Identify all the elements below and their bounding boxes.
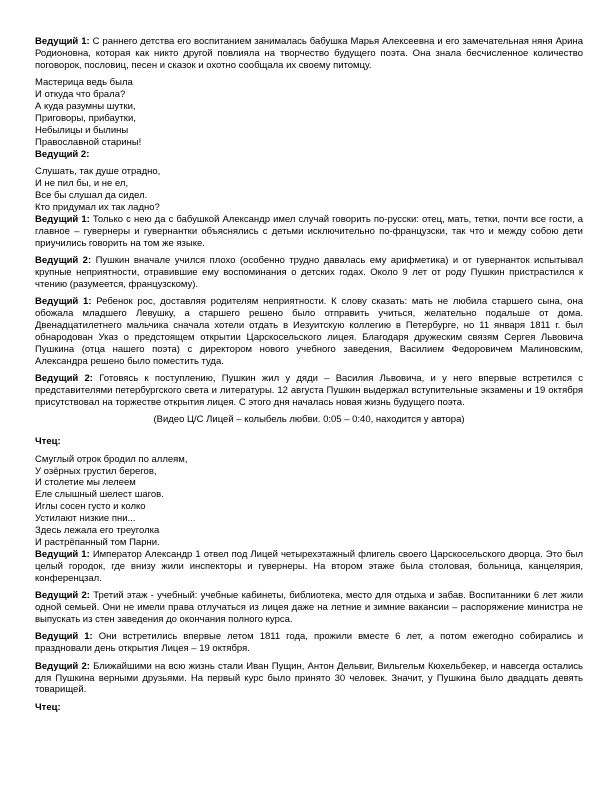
speaker-label: Ведущий 2: bbox=[35, 660, 90, 672]
poem-stanza bbox=[35, 454, 583, 549]
poem-line: А куда разумны шутки, bbox=[35, 101, 136, 113]
paragraph-text: С раннего детства его воспитанием занималась бабушка Марья Алексеевна и его замечательная няня Арина Родионовна, которая как никто другой повлияла на творчество будущего поэта. Она знала бесчисленное количество поговорок, пословиц, песен и сказок и охотно сообщала их своему питомцу. bbox=[35, 36, 584, 71]
speaker-label: Ведущий 2: bbox=[35, 148, 90, 160]
paragraph-text: Они встретились впервые летом 1811 года, прожили вместе 6 лет, а потом ежегодно собирались и праздновали день открытия Лицея – 19 октября. bbox=[35, 631, 583, 655]
paragraph-text: Ближайшими на всю жизнь стали Иван Пущин, Антон Дельвиг, Вильгельм Кюхельбекер, и навсегда остались для Пушкина верными друзьями. На первый курс было принято 30 человек. Значит, у Пушкина было двадцать девять товарищей. bbox=[35, 660, 583, 696]
poem-line: Здесь лежала его треуголка bbox=[35, 525, 160, 537]
poem-line: Мастерица ведь была bbox=[35, 77, 133, 89]
narrator-2-label bbox=[35, 149, 583, 161]
paragraph-text: Ребенок рос, доставляя родителям неприятности. К слову сказать: мать не любила старшего сына, она обожала младшего Левушку, а старшего решено было отправить учиться, желательно подальше от дома. Двенадцатилетнего мальчика сначала хотели отдать в Иезуитскую коллегию в Петербурге, но 11 января 1811 г. был обнародован Указ о предстоящем открытии Царскосельского лицея. Благодаря дружеским связям Сергея Львовича Пушкина (отца нашего поэта) с директором нового учебного заведения, Василием Федоровичем Малиновским, Александра решено было поместить туда. bbox=[35, 296, 583, 367]
reader-label: Чтец: bbox=[35, 436, 61, 448]
poem-line: У озёрных грустил берегов, bbox=[35, 465, 157, 477]
video-note: (Видео Ц/С Лицей – колыбель любви. 0:05 – 0:40, находится у автора) bbox=[153, 414, 465, 426]
document-page bbox=[35, 36, 583, 719]
narrator-1-paragraph bbox=[35, 214, 583, 250]
narrator-2-paragraph bbox=[35, 661, 583, 697]
poem-line: Православной старины! bbox=[35, 136, 142, 148]
poem-line: И откуда что брала? bbox=[35, 89, 126, 101]
speaker-label: Ведущий 2: bbox=[35, 373, 93, 385]
paragraph-text: Только с нею да с бабушкой Александр имел случай говорить по-русски: отец, мать, тетки, почти все гости, а главное – гувернеры и гувернантки объяснялись с детьми исключительно по-французски, так что и между собою дети приучились говорить на том же языке. bbox=[35, 213, 583, 249]
narrator-2-paragraph bbox=[35, 590, 583, 626]
speaker-label: Ведущий 2: bbox=[35, 254, 92, 266]
poem-line: Иглы сосен густо и колко bbox=[35, 501, 146, 513]
narrator-1-paragraph bbox=[35, 296, 583, 367]
poem-line: Приговоры, прибаутки, bbox=[35, 112, 136, 124]
speaker-label: Ведущий 1: bbox=[35, 548, 90, 560]
poem-line: И растрёпанный том Парни. bbox=[35, 536, 160, 548]
narrator-1-paragraph bbox=[35, 549, 583, 585]
narrator-1-paragraph bbox=[35, 36, 583, 72]
poem-line: Все бы слушал да сидел. bbox=[35, 189, 148, 201]
poem-stanza bbox=[35, 77, 583, 148]
paragraph-text: Третий этаж - учебный: учебные кабинеты, библиотека, место для отдыха и забав. Воспитанники 6 лет жили одной семьей. Они не имели права отлучаться из лицея даже на летние и зимние вакансии – распоряжение министра не выпускать из стен заведения до окончания полного курса. bbox=[35, 590, 583, 625]
speaker-label: Ведущий 1: bbox=[35, 36, 90, 47]
paragraph-text: Пушкин вначале учился плохо (особенно трудно давалась ему арифметика) и от гувернанток испытывал крупные неприятности, отравившие ему воспоминания о детских годах. Около 9 лет от роду Пушкин пристрастился к чтению (разумеется, французскому). bbox=[35, 254, 584, 290]
reader-label: Чтец: bbox=[35, 701, 61, 713]
narrator-2-paragraph bbox=[35, 255, 583, 291]
speaker-label: Ведущий 1: bbox=[35, 296, 92, 308]
poem-stanza bbox=[35, 166, 583, 214]
poem-line: И столетие мы лелеем bbox=[35, 477, 136, 489]
poem-line: И не пил бы, и не ел, bbox=[35, 177, 129, 189]
poem-line: Еле слышный шелест шагов. bbox=[35, 489, 164, 501]
poem-line: Устилают низкие пни... bbox=[35, 513, 136, 525]
speaker-label: Ведущий 1: bbox=[35, 631, 93, 643]
narrator-1-paragraph bbox=[35, 631, 583, 655]
speaker-label: Ведущий 2: bbox=[35, 590, 90, 602]
speaker-label: Ведущий 1: bbox=[35, 213, 90, 225]
poem-line: Слушать, так душе отрадно, bbox=[35, 166, 161, 178]
poem-line: Кто придумал их так ладно? bbox=[35, 201, 160, 213]
paragraph-text: Готовясь к поступлению, Пушкин жил у дяди – Василия Львовича, и у него впервые встретился с представителями петербургского света и литературы. 12 августа Пушкин выдержал вступительные экзамены и 19 октября присутствовал на торжестве открытия лицея. С этого дня началась новая жизнь будущего поэта. bbox=[35, 373, 584, 408]
poem-line: Небылицы и былины bbox=[35, 124, 129, 136]
poem-line: Смуглый отрок бродил по аллеям, bbox=[35, 453, 188, 465]
narrator-2-paragraph bbox=[35, 373, 583, 409]
paragraph-text: Император Александр 1 отвел под Лицей четырехэтажный флигель своего Царскосельского дворца. Это был целый городок, где внизу жили инспекторы и гувернеры. На втором этаже была столовая, больница, канцелярия, конференцзал. bbox=[35, 548, 584, 584]
